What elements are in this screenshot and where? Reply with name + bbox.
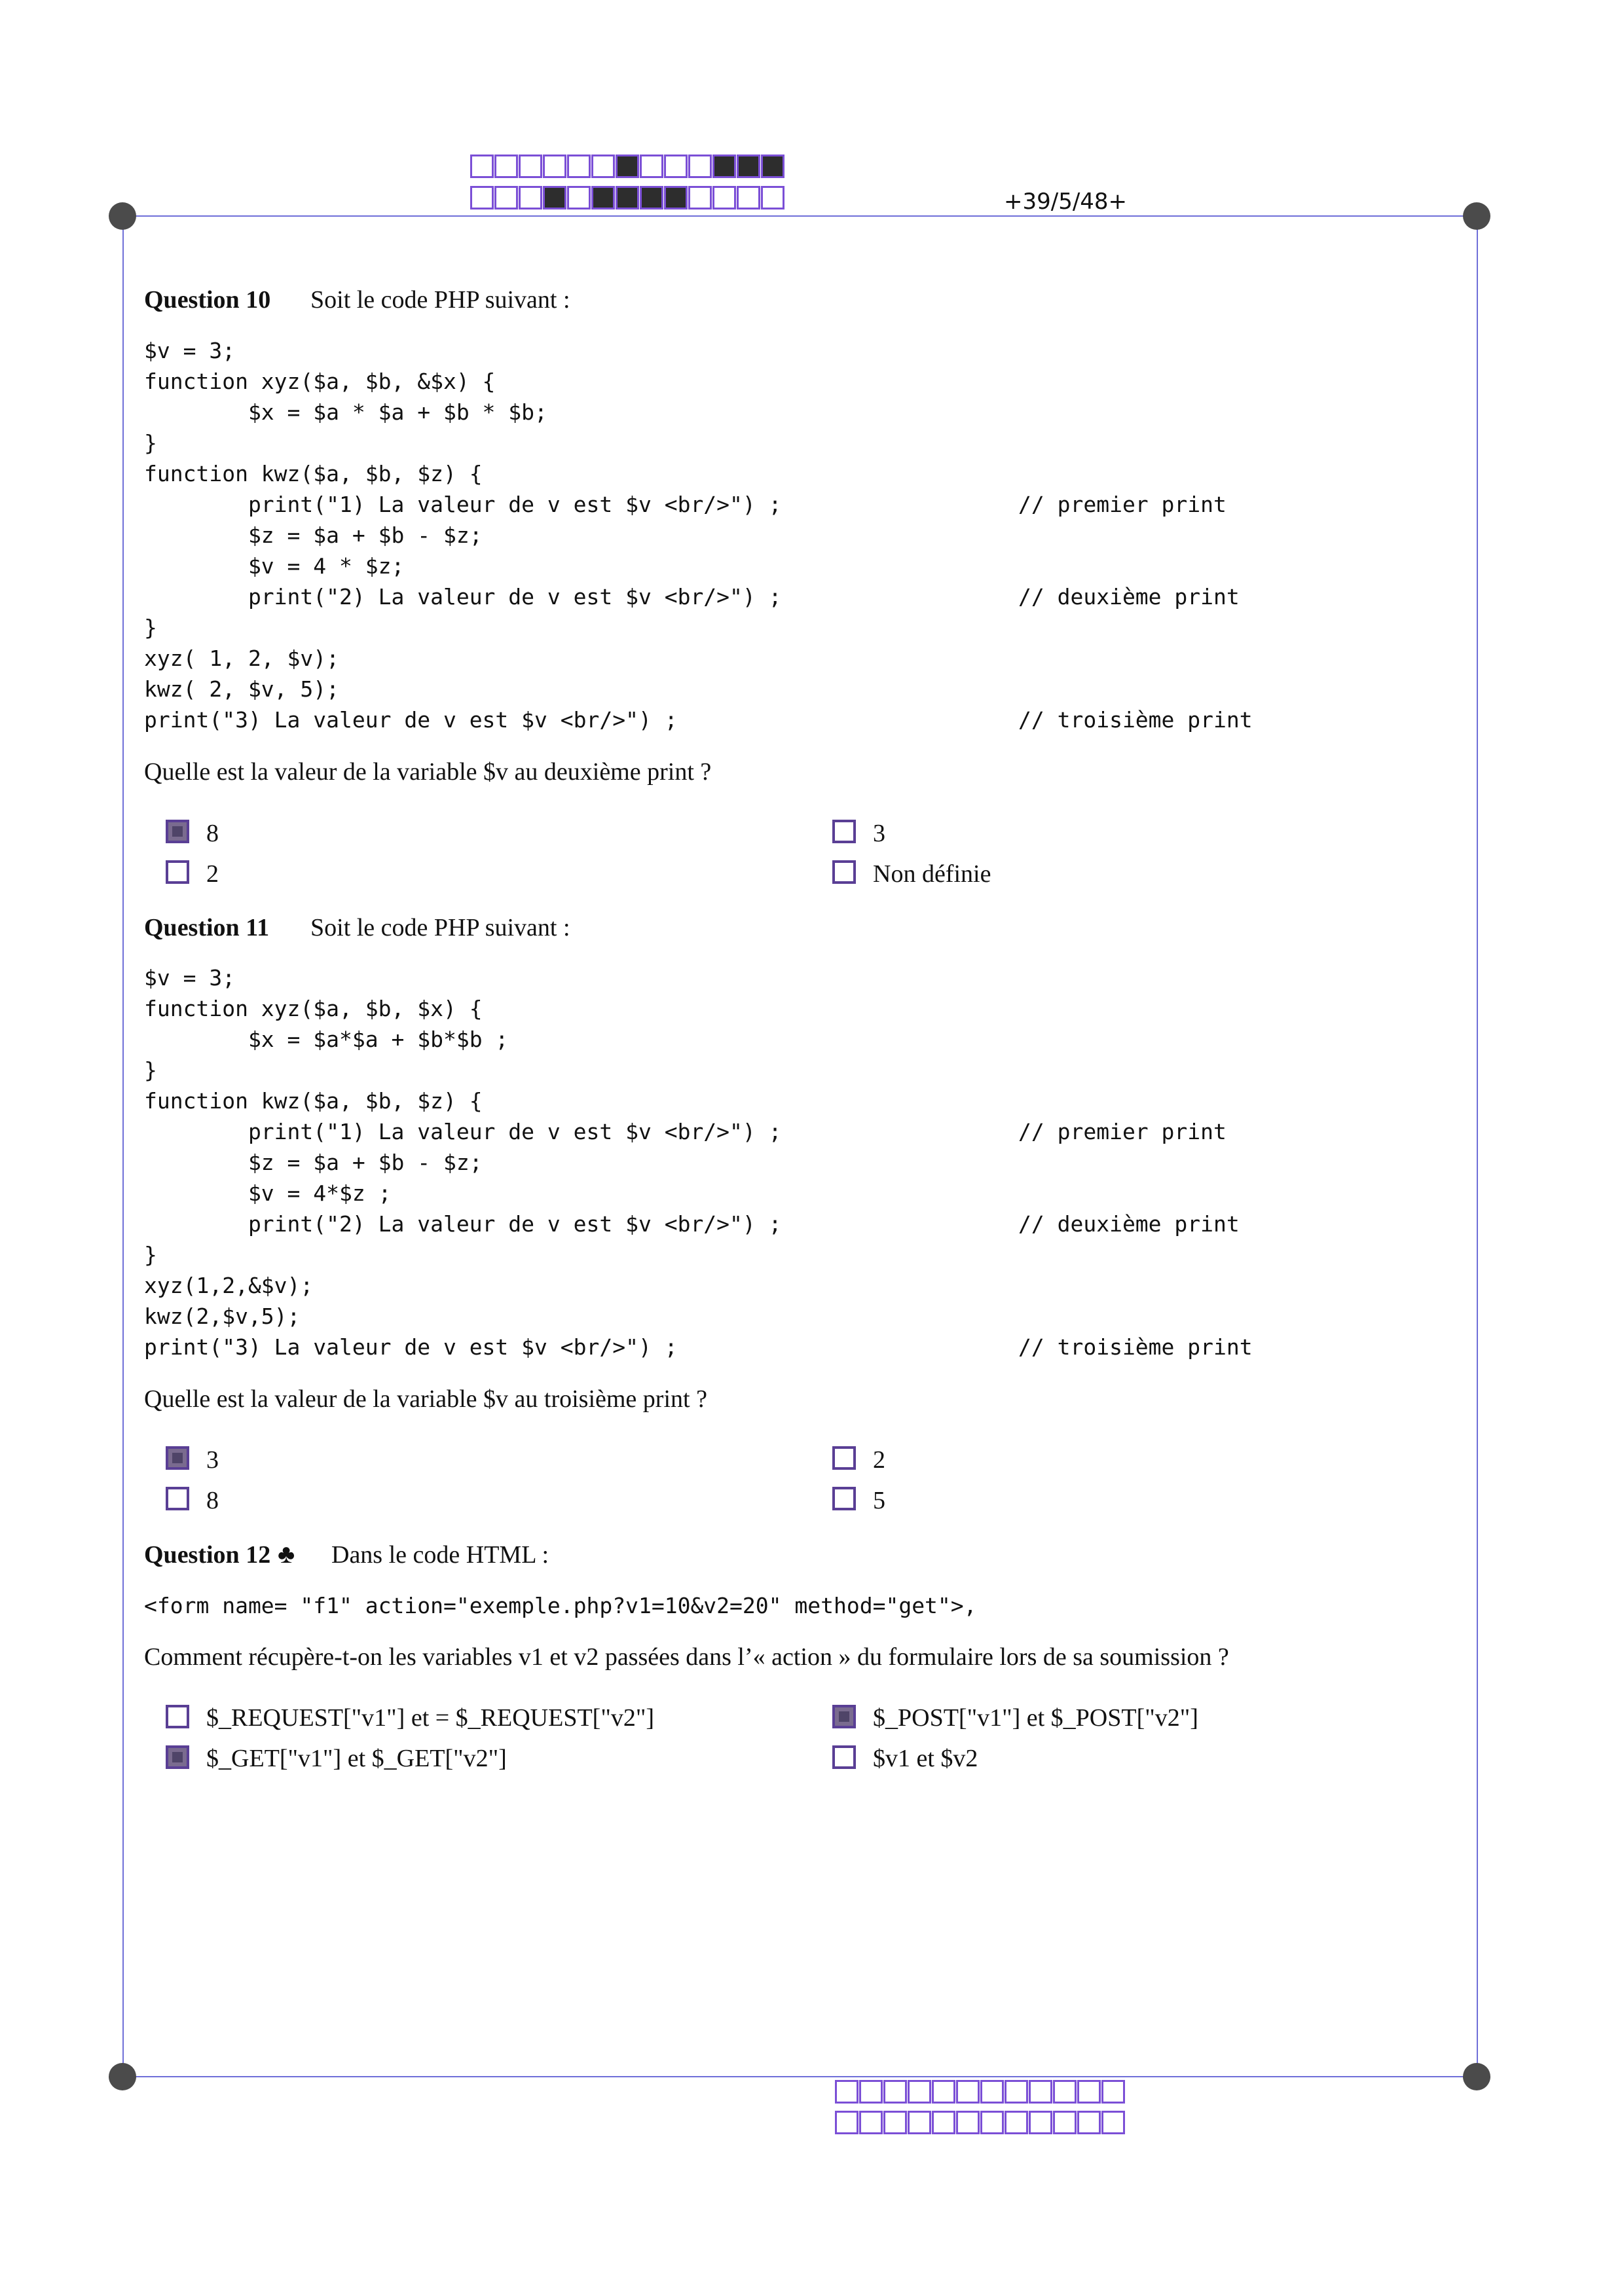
code-comment: // deuxième print (1018, 584, 1240, 610)
q10-option-label: 2 (206, 860, 219, 888)
q11-option-label: 3 (206, 1446, 219, 1474)
id-box (494, 155, 518, 178)
student-code-row-2 (835, 2111, 1126, 2134)
code-line: print("1) La valeur de v est $v <br/>") ; (144, 1119, 782, 1144)
question-12-prompt: Comment récupère-t-on les variables v1 et v2 passées dans l’« action » du formulaire lors de sa soumission ? (144, 1643, 1229, 1671)
corner-mark-bottom-right (1463, 2063, 1490, 2090)
q11-option-checkbox[interactable] (832, 1446, 856, 1470)
id-box (470, 186, 494, 210)
code-line: } (144, 1242, 157, 1267)
id-box (737, 155, 760, 178)
id-box (956, 2080, 980, 2104)
id-box (932, 2080, 955, 2104)
id-box (591, 186, 615, 210)
code-comment: // premier print (1018, 492, 1227, 517)
id-box (712, 186, 736, 210)
id-box (1101, 2111, 1125, 2134)
id-box (664, 155, 688, 178)
id-box (835, 2080, 858, 2104)
q12-option-label: $v1 et $v2 (873, 1745, 978, 1772)
code-line: $v = 4*$z ; (144, 1180, 392, 1206)
id-box (1029, 2111, 1052, 2134)
id-box (616, 186, 639, 210)
corner-mark-top-left (109, 202, 136, 230)
q12-option-checkbox[interactable] (166, 1745, 189, 1769)
code-comment: // troisième print (1018, 1334, 1253, 1360)
club-icon: ♣ (278, 1539, 295, 1569)
id-box (956, 2111, 980, 2134)
code-comment: // deuxième print (1018, 1211, 1240, 1237)
id-box (908, 2080, 931, 2104)
id-box (616, 155, 639, 178)
code-line: function kwz($a, $b, $z) { (144, 461, 483, 486)
code-line: $v = 3; (144, 965, 236, 991)
q11-option-checkbox[interactable] (166, 1487, 189, 1510)
id-box (664, 186, 688, 210)
id-box (567, 186, 591, 210)
code-line: $x = $a * $a + $b * $b; (144, 399, 547, 425)
question-10-prompt: Quelle est la valeur de la variable $v au deuxième print ? (144, 758, 712, 786)
question-12-label: Question 12 (144, 1541, 271, 1569)
id-box (883, 2111, 907, 2134)
id-box (1053, 2111, 1077, 2134)
id-box (980, 2111, 1004, 2134)
id-box (519, 186, 542, 210)
code-line: } (144, 430, 157, 456)
id-box (1101, 2080, 1125, 2104)
id-box (761, 186, 784, 210)
q10-option-checkbox[interactable] (166, 820, 189, 843)
id-box (567, 155, 591, 178)
question-10-label: Question 10 (144, 286, 271, 314)
question-11-label: Question 11 (144, 914, 270, 941)
q12-option-checkbox[interactable] (166, 1705, 189, 1728)
question-11-prompt: Quelle est la valeur de la variable $v au troisième print ? (144, 1385, 707, 1413)
id-box (835, 2111, 858, 2134)
id-box (494, 186, 518, 210)
id-box (883, 2080, 907, 2104)
q11-option-label: 2 (873, 1446, 885, 1474)
q10-option-label: 3 (873, 820, 885, 847)
code-line: function kwz($a, $b, $z) { (144, 1088, 483, 1114)
id-box (859, 2111, 883, 2134)
q10-option-checkbox[interactable] (166, 860, 189, 884)
id-box (688, 186, 712, 210)
id-box (591, 155, 615, 178)
id-box (688, 155, 712, 178)
id-box (908, 2111, 931, 2134)
question-10-intro: Soit le code PHP suivant : (310, 286, 570, 314)
q12-option-checkbox[interactable] (832, 1705, 856, 1728)
id-box (640, 186, 663, 210)
id-box (543, 155, 566, 178)
q11-option-checkbox[interactable] (832, 1487, 856, 1510)
q12-option-checkbox[interactable] (832, 1745, 856, 1769)
q10-option-checkbox[interactable] (832, 860, 856, 884)
code-line: function xyz($a, $b, $x) { (144, 996, 483, 1021)
q12-option-label: $_REQUEST["v1"] et = $_REQUEST["v2"] (206, 1704, 655, 1732)
frame-left (122, 215, 124, 2077)
q11-option-checkbox[interactable] (166, 1446, 189, 1470)
id-box (519, 155, 542, 178)
id-box (980, 2080, 1004, 2104)
page-code: +39/5/48+ (1004, 189, 1128, 215)
q10-option-checkbox[interactable] (832, 820, 856, 843)
question-11-intro: Soit le code PHP suivant : (310, 914, 570, 941)
code-line: function xyz($a, $b, &$x) { (144, 369, 496, 394)
code-line: kwz( 2, $v, 5); (144, 676, 340, 702)
student-id-row-1 (470, 155, 785, 178)
id-box (1029, 2080, 1052, 2104)
corner-mark-top-right (1463, 202, 1490, 230)
id-box (712, 155, 736, 178)
id-box (640, 155, 663, 178)
student-code-row-1 (835, 2080, 1126, 2104)
code-line: print("2) La valeur de v est $v <br/>") ; (144, 1211, 782, 1237)
code-line: $z = $a + $b - $z; (144, 1150, 483, 1175)
code-line: $v = 3; (144, 338, 236, 363)
code-line: print("1) La valeur de v est $v <br/>") ; (144, 492, 782, 517)
code-line: print("3) La valeur de v est $v <br/>") ; (144, 707, 678, 733)
code-line: } (144, 615, 157, 640)
id-box (859, 2080, 883, 2104)
code-line: } (144, 1057, 157, 1083)
id-box (932, 2111, 955, 2134)
q10-option-label: 8 (206, 820, 219, 847)
code-line: kwz(2,$v,5); (144, 1303, 301, 1329)
q12-option-label: $_POST["v1"] et $_POST["v2"] (873, 1704, 1198, 1732)
code-comment: // troisième print (1018, 707, 1253, 733)
id-box (1005, 2111, 1028, 2134)
frame-top (122, 215, 1478, 217)
corner-mark-bottom-left (109, 2063, 136, 2090)
id-box (737, 186, 760, 210)
question-12-intro: Dans le code HTML : (331, 1541, 549, 1569)
id-box (1077, 2111, 1101, 2134)
code-line: $z = $a + $b - $z; (144, 522, 483, 548)
id-box (1053, 2080, 1077, 2104)
id-box (1077, 2080, 1101, 2104)
q12-option-label: $_GET["v1"] et $_GET["v2"] (206, 1745, 507, 1772)
frame-bottom (122, 2076, 1478, 2077)
q11-option-label: 5 (873, 1487, 885, 1514)
code-comment: // premier print (1018, 1119, 1227, 1144)
student-id-row-2 (470, 186, 785, 210)
q11-option-label: 8 (206, 1487, 219, 1514)
id-box (543, 186, 566, 210)
id-box (1005, 2080, 1028, 2104)
frame-right (1477, 215, 1478, 2077)
code-line: xyz( 1, 2, $v); (144, 646, 340, 671)
question-12-code: <form name= "f1" action="exemple.php?v1=10&v2=20" method="get">, (144, 1593, 977, 1618)
q10-option-label: Non définie (873, 860, 991, 888)
code-line: $x = $a*$a + $b*$b ; (144, 1027, 509, 1052)
code-line: print("3) La valeur de v est $v <br/>") ; (144, 1334, 678, 1360)
id-box (761, 155, 784, 178)
code-line: print("2) La valeur de v est $v <br/>") ; (144, 584, 782, 610)
code-line: xyz(1,2,&$v); (144, 1273, 314, 1298)
id-box (470, 155, 494, 178)
code-line: $v = 4 * $z; (144, 553, 405, 579)
